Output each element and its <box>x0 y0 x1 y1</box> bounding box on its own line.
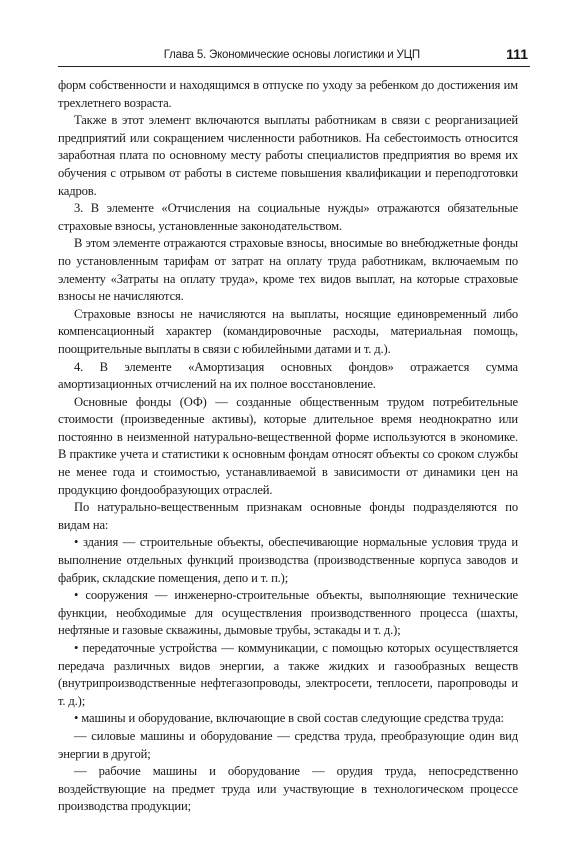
paragraph: В этом элементе отражаются страховые взносы, вносимые во внебюджетные фонды по установленным тарифам от затрат на оплату труда работникам, включаемым по элементу «Затраты на оплату труда», кроме тех видов выплат, на которые страховые взносы не начисляются. <box>58 236 518 304</box>
running-header <box>58 48 530 67</box>
body-text <box>58 77 518 816</box>
paragraph: 3. В элементе «Отчисления на социальные нужды» отражаются обязательные страховые взносы, установленные законодательством. <box>58 201 518 233</box>
dash-item <box>58 763 518 816</box>
bullet-text: здания — строительные объекты, обеспечивающие нормальные условия труда и выполнение отдельных функций производства (производственные корпуса заводов и фабрик, складские помещения, депо и т. п.); <box>58 535 519 585</box>
dash-text: силовые машины и оборудование — средства труда, преобразующие один вид энергии в другой; <box>58 728 518 761</box>
dash-text: рабочие машины и оборудование — орудия труда, непосредственно воздействующие на предмет труда или участвующие в технологическом процессе производства продукции; <box>58 764 519 814</box>
page-number: 111 <box>506 46 528 62</box>
bullet-text: сооружения — инженерно-строительные объекты, выполняющие технические функции, необходимые для осуществления производственного процесса (шахты, нефтяные и газовые скважины, дымовые трубы, эстакады и т. д.); <box>58 588 519 638</box>
paragraph: По натурально-вещественным признакам основные фонды подразделяются по видам на: <box>58 500 518 532</box>
bullet-item <box>58 587 518 640</box>
dash-marker: — <box>74 728 87 743</box>
paragraph: 4. В элементе «Амортизация основных фондов» отражается сумма амортизационных отчислений на их полное восстановление. <box>58 359 518 392</box>
paragraph: Страховые взносы не начисляются на выплаты, носящие единовременный либо компенсационный характер (командировочные расходы, материальная помощь, поощрительные выплаты в связи с юбилейными датами и т. д.). <box>58 306 518 356</box>
bullet-marker: • <box>74 641 79 655</box>
dash-item <box>58 728 518 763</box>
bullet-item <box>58 640 518 710</box>
bullet-item <box>58 534 518 587</box>
bullet-text: передаточные устройства — коммуникации, с помощью которых осуществляется передача различных видов энергии, а также жидких и газообразных веществ (внутрипроизводственные нефтегазопроводы, электросети, теплосети, паропроводы и т. д.); <box>58 641 519 708</box>
bullet-marker: • <box>74 588 79 603</box>
chapter-title: Глава 5. Экономические основы логистики и УЦП <box>163 49 420 61</box>
bullet-item <box>58 710 518 728</box>
bullet-text: машины и оборудование, включающие в свой состав следующие средства труда: <box>81 711 504 726</box>
dash-marker: — <box>74 764 87 779</box>
paragraph: Основные фонды (ОФ) — созданные общественным трудом потребительные стоимости (произведенные активы), которые длительное время неоднократно или постоянно в неизменной натурально-вещественной форме используются в экономике. В практике учета и статистики к основным фондам относят объекты со сроком службы не менее года и стоимостью, устанавливаемой в зависимости от динамики цен на продукцию фондообразующих отраслей. <box>58 394 518 497</box>
bullet-marker: • <box>74 535 79 550</box>
bullet-marker: • <box>74 711 79 726</box>
paragraph: Также в этот элемент включаются выплаты работникам в связи с реорганизацией предприятий или сокращением численности работников. На себестоимость относится заработная плата по основному месту работы специалистов предприятия во время их обучения с отрывом от работы в системе повышения квалификации и переподготовки кадров. <box>58 113 518 198</box>
paragraph: форм собственности и находящимся в отпуске по уходу за ребенком до достижения им трехлетнего возраста. <box>58 78 518 110</box>
